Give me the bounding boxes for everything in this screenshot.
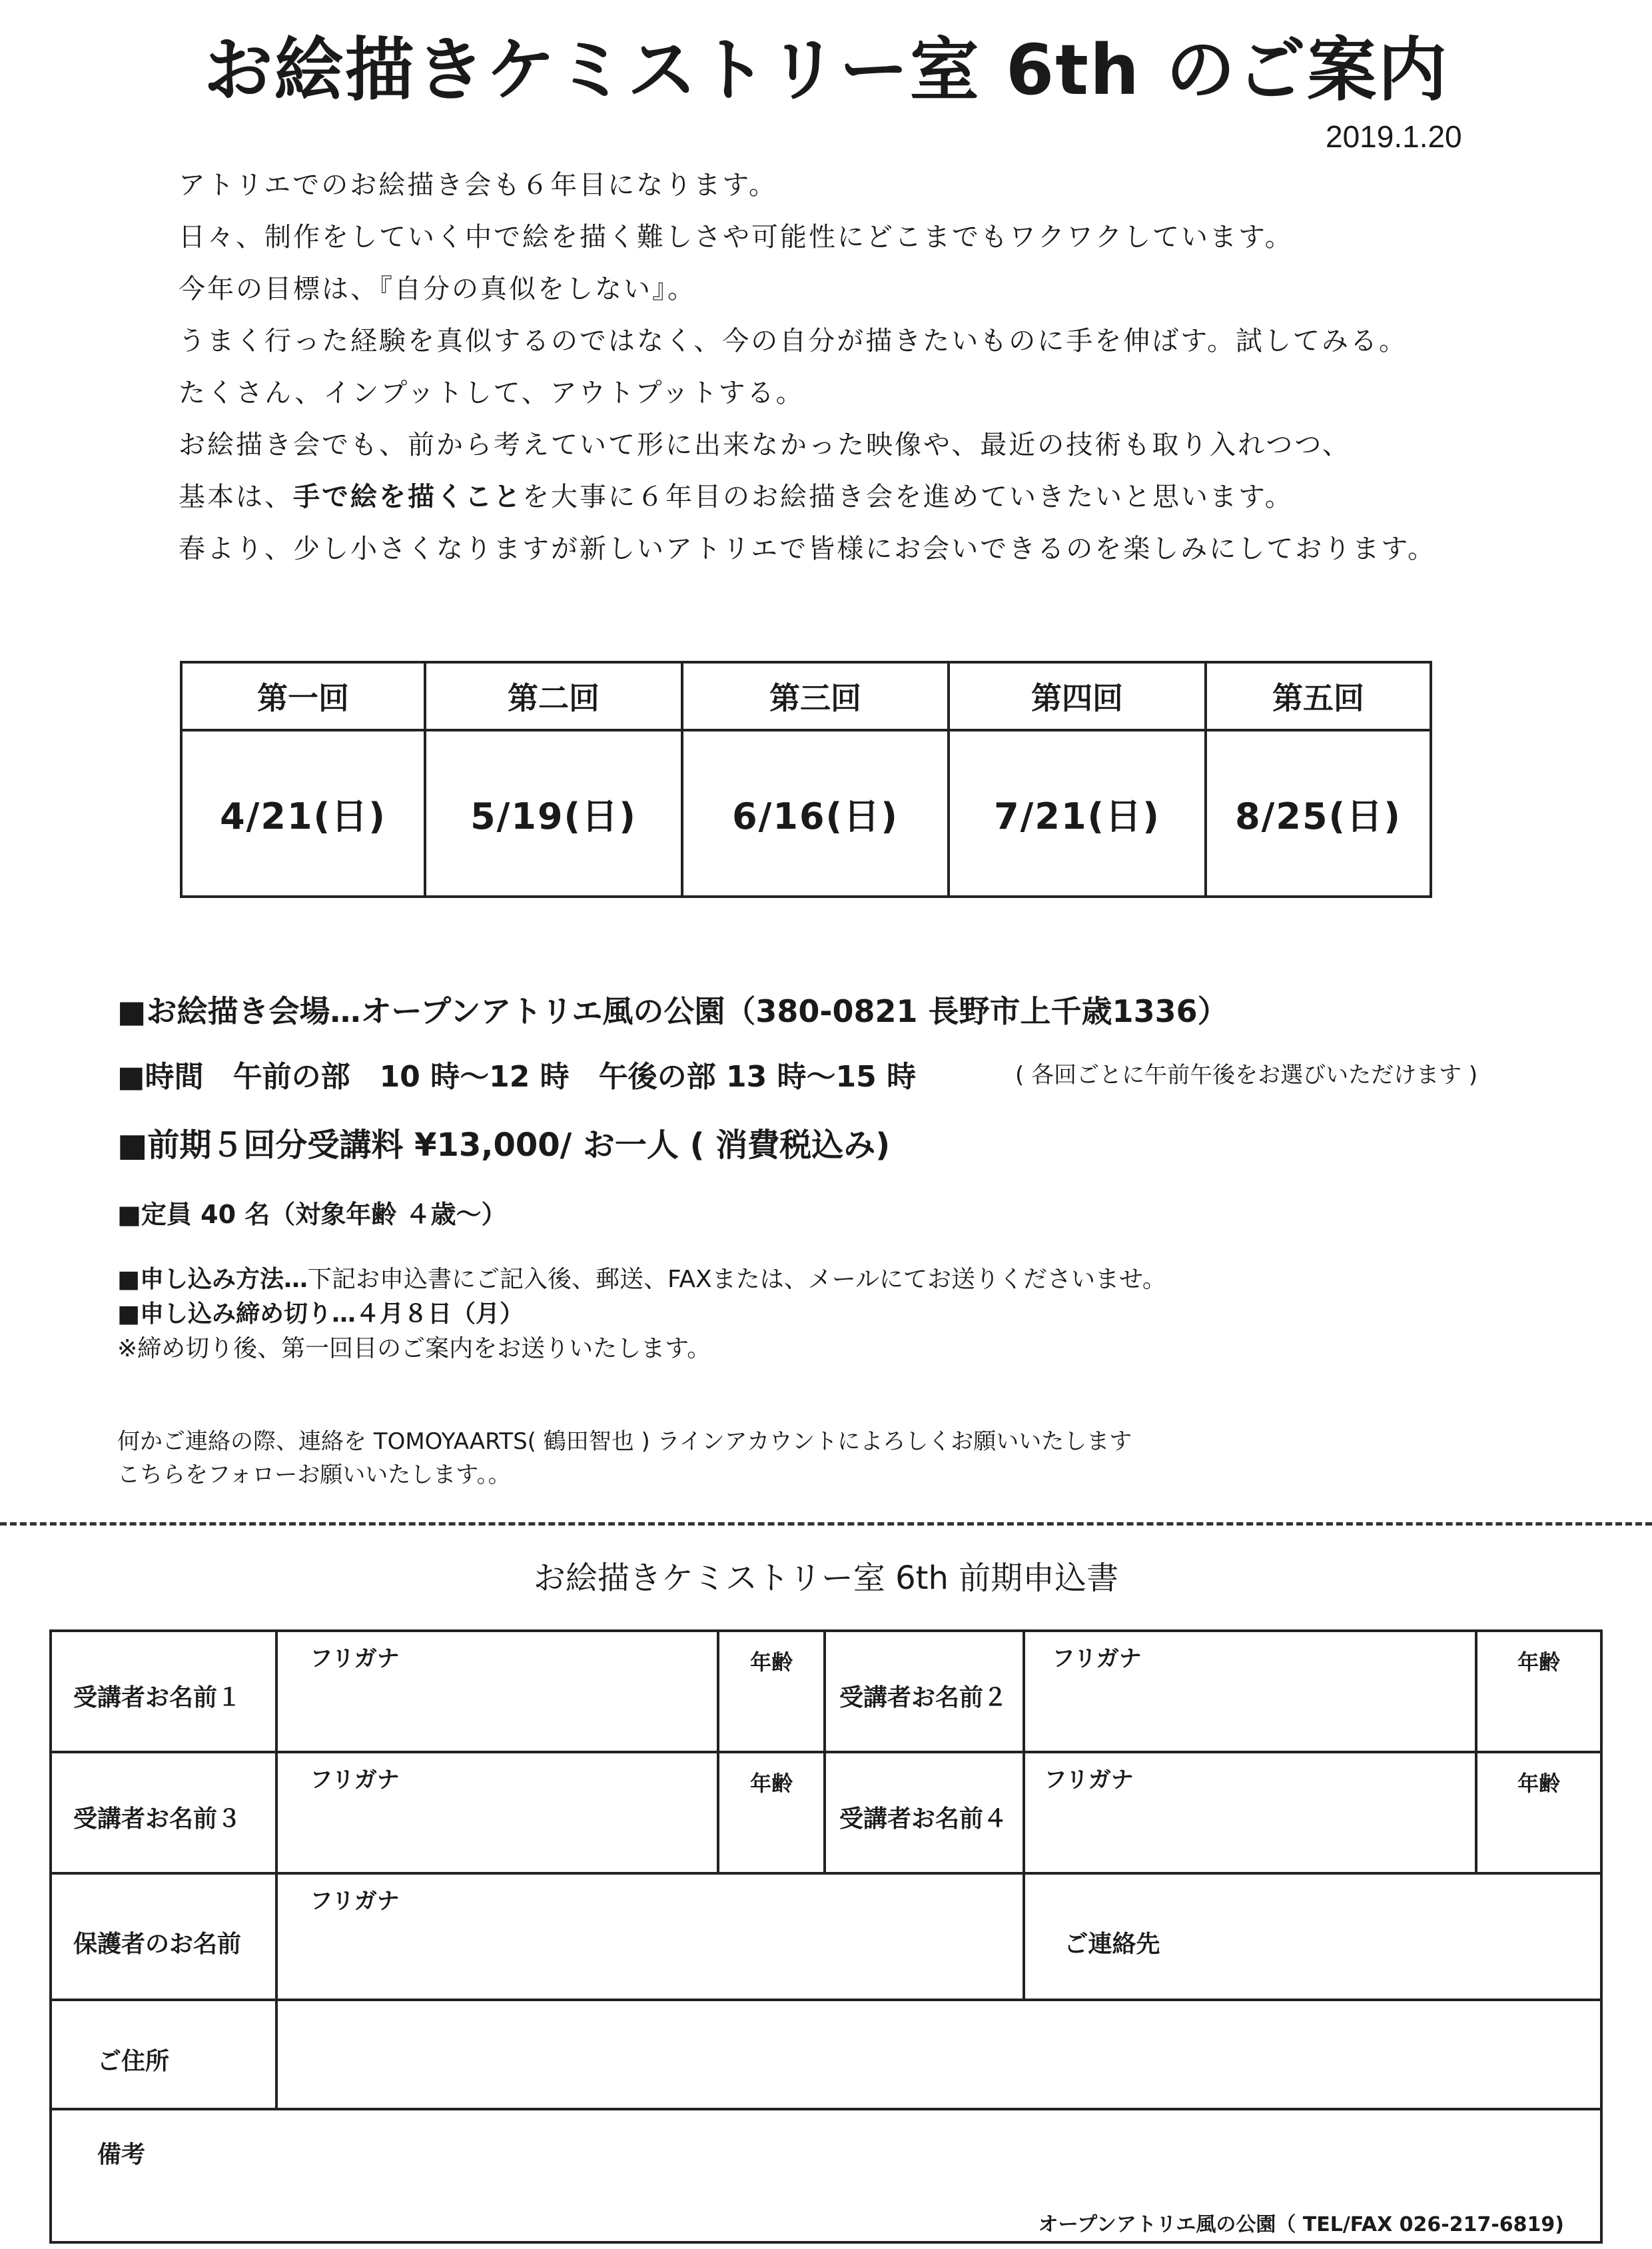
session-label: 第四回 bbox=[949, 662, 1206, 730]
student1-label: 受講者お名前１ bbox=[73, 1683, 242, 1711]
form-title: お絵描きケミストリー室 6th 前期申込書 bbox=[533, 1560, 1119, 1597]
schedule-date-row bbox=[181, 730, 1431, 897]
student3-label-cell bbox=[51, 1752, 276, 1873]
venue-info: ■お絵描き会場…オープンアトリエ風の公園（380-0821 長野市上千歳1336） bbox=[117, 993, 1228, 1029]
deadline-info: ■申し込み締め切り…４月８日（月） bbox=[117, 1300, 524, 1328]
time-info: ■時間 午前の部 10 時〜12 時 午後の部 13 時〜15 時 bbox=[117, 1060, 917, 1094]
student4-age-field[interactable] bbox=[1476, 1752, 1601, 1873]
intro-line-3: 今年の目標は、『自分の真似をしない』。 bbox=[179, 274, 696, 304]
guardian-label-cell bbox=[51, 1873, 276, 2000]
session-label: 第二回 bbox=[425, 662, 682, 730]
intro-line-7-suffix: を大事に６年目のお絵描き会を進めていきたいと思います。 bbox=[522, 482, 1294, 512]
guardian-name-field[interactable] bbox=[276, 1873, 1024, 2000]
form-row-address bbox=[51, 2000, 1601, 2109]
capacity-info: ■定員 40 名（対象年齢 ４歳〜） bbox=[117, 1200, 507, 1229]
time-note bbox=[1015, 1057, 1477, 1089]
student1-age-field[interactable] bbox=[718, 1631, 825, 1752]
student1-label-cell bbox=[51, 1631, 276, 1752]
form-row-guardian bbox=[51, 1873, 1601, 2000]
form-row-students-3-4 bbox=[51, 1752, 1601, 1873]
session-label: 第一回 bbox=[181, 662, 425, 730]
session-date: 4/21(日) bbox=[181, 730, 425, 897]
contact-label: ご連絡先 bbox=[1064, 1930, 1160, 1958]
student4-label-cell bbox=[825, 1752, 1024, 1873]
age-label: 年齢 bbox=[1517, 1771, 1561, 1796]
intro-line-8: 春より、少し小さくなりますが新しいアトリエで皆様にお会いできるのを楽しみにしております。 bbox=[179, 534, 1436, 564]
session-date: 6/16(日) bbox=[682, 730, 949, 897]
contact-line-1: 何かご連絡の際、連絡を TOMOYAARTS( 鶴田智也 ) ラインアカウントによろしくお願いいたします bbox=[117, 1428, 1132, 1455]
age-label: 年齢 bbox=[750, 1771, 793, 1796]
time-note-text: ( 各回ごとに午前午後をお選びいただけます ) bbox=[1015, 1062, 1478, 1089]
student4-label: 受講者お名前４ bbox=[839, 1805, 1007, 1833]
student3-label: 受講者お名前３ bbox=[73, 1805, 242, 1833]
contact-line-2: こちらをフォローお願いいたします。。 bbox=[117, 1462, 511, 1488]
schedule-header-row bbox=[181, 662, 1431, 730]
intro-line-5: たくさん、インプットして、アウトプットする。 bbox=[179, 378, 805, 408]
intro-line-2: 日々、制作をしていく中で絵を描く難しさや可能性にどこまでもワクワクしています。 bbox=[179, 222, 1294, 252]
session-date: 7/21(日) bbox=[949, 730, 1206, 897]
page-title: お絵描きケミストリー室 6th のご案内 bbox=[203, 29, 1449, 111]
schedule-table bbox=[180, 661, 1432, 898]
address-label: ご住所 bbox=[97, 2047, 170, 2075]
student2-age-field[interactable] bbox=[1476, 1631, 1601, 1752]
issue-date: 2019.1.20 bbox=[1326, 119, 1462, 154]
apply-method-text: 下記お申込書にご記入後、郵送、FAXまたは、メールにてお送りくださいませ。 bbox=[308, 1266, 1166, 1293]
address-field[interactable] bbox=[276, 2000, 1601, 2109]
age-label: 年齢 bbox=[750, 1649, 793, 1675]
intro-line-7 bbox=[179, 477, 1294, 517]
contact-field[interactable] bbox=[1024, 1873, 1601, 2000]
intro-line-7-prefix: 基本は、 bbox=[179, 482, 293, 512]
student3-age-field[interactable] bbox=[718, 1752, 825, 1873]
remarks-label: 備考 bbox=[97, 2140, 146, 2168]
furigana-label: フリガナ bbox=[310, 1767, 400, 1793]
apply-method-label: ■申し込み方法… bbox=[117, 1266, 308, 1293]
session-date: 5/19(日) bbox=[425, 730, 682, 897]
guardian-label: 保護者のお名前 bbox=[73, 1930, 242, 1958]
student2-label-cell bbox=[825, 1631, 1024, 1752]
session-date: 8/25(日) bbox=[1206, 730, 1431, 897]
student2-label: 受講者お名前２ bbox=[839, 1683, 1007, 1711]
student2-name-field[interactable] bbox=[1024, 1631, 1476, 1752]
student3-name-field[interactable] bbox=[276, 1752, 718, 1873]
cut-line-divider bbox=[0, 1522, 1652, 1526]
age-label: 年齢 bbox=[1517, 1649, 1561, 1675]
furigana-label: フリガナ bbox=[310, 1645, 400, 1672]
application-form bbox=[49, 1629, 1603, 2244]
student4-name-field[interactable] bbox=[1024, 1752, 1476, 1873]
furigana-label: フリガナ bbox=[310, 1888, 400, 1915]
session-label: 第三回 bbox=[682, 662, 949, 730]
footer-contact: オープンアトリエ風の公園（ TEL/FAX 026-217-6819) bbox=[1038, 2213, 1564, 2236]
furigana-label: フリガナ bbox=[1044, 1767, 1134, 1793]
deadline-note: ※締め切り後、第一回目のご案内をお送りいたします。 bbox=[117, 1335, 711, 1362]
fee-info: ■前期５回分受講料 ¥13,000/ お一人 ( 消費税込み) bbox=[117, 1126, 891, 1164]
furigana-label: フリガナ bbox=[1052, 1645, 1142, 1672]
intro-line-4: うまく行った経験を真似するのではなく、今の自分が描きたいものに手を伸ばす。試してみる。 bbox=[179, 326, 1408, 356]
intro-line-6: お絵描き会でも、前から考えていて形に出来なかった映像や、最近の技術も取り入れつつ、 bbox=[179, 430, 1351, 460]
address-label-cell bbox=[51, 2000, 276, 2109]
session-label: 第五回 bbox=[1206, 662, 1431, 730]
intro-line-1: アトリエでのお絵描き会も６年目になります。 bbox=[179, 170, 777, 201]
student1-name-field[interactable] bbox=[276, 1631, 718, 1752]
intro-emphasis: 手で絵を描くこと bbox=[293, 482, 522, 512]
form-row-students-1-2 bbox=[51, 1631, 1601, 1752]
apply-method bbox=[117, 1260, 1166, 1294]
